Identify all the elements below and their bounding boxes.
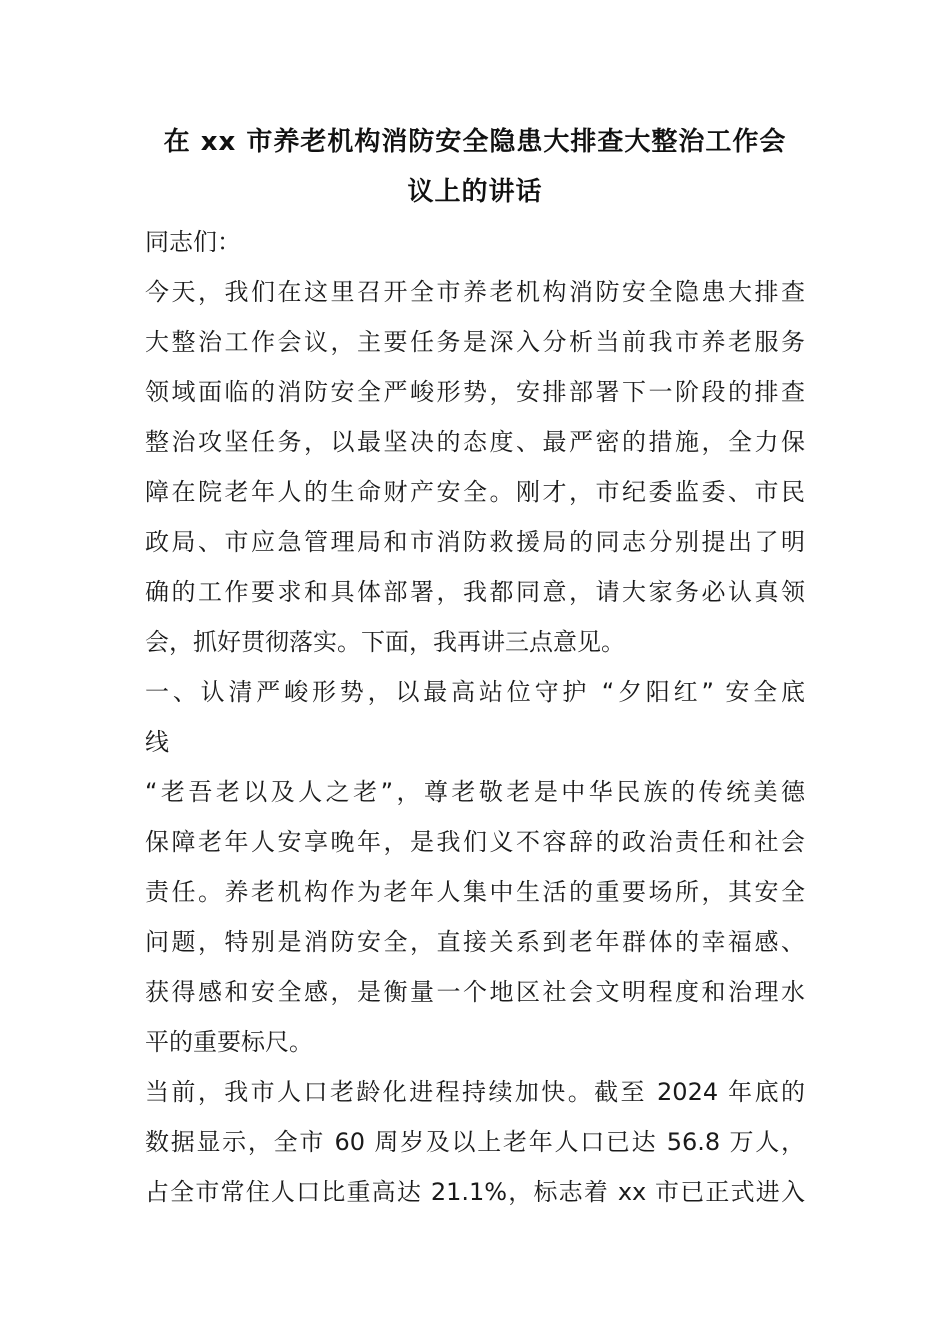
body-line: 确的工作要求和具体部署，我都同意，请大家务必认真领 [145,578,805,606]
body-line: 会，抓好贯彻落实。下面，我再讲三点意见。 [145,628,625,656]
body-line: 整治攻坚任务，以最坚决的态度、最严密的措施，全力保 [145,428,805,456]
body-line: 数据显示，全市 60 周岁及以上老年人口已达 56.8 万人， [145,1128,805,1156]
salutation: 同志们： [145,228,241,256]
body-line: 保障老年人安享晚年，是我们义不容辞的政治责任和社会 [145,828,805,856]
body-line: 大整治工作会议，主要任务是深入分析当前我市养老服务 [145,328,805,356]
body-line: 责任。养老机构作为老年人集中生活的重要场所，其安全 [145,878,805,906]
body-line: 获得感和安全感，是衡量一个地区社会文明程度和治理水 [145,978,805,1006]
document-title-line-2: 议上的讲话 [407,177,543,207]
body-line: 政局、市应急管理局和市消防救援局的同志分别提出了明 [145,528,805,556]
body-line: 当前，我市人口老龄化进程持续加快。截至 2024 年底的 [145,1078,805,1106]
body-line: 问题，特别是消防安全，直接关系到老年群体的幸福感、 [145,928,805,956]
document-title-line-1: 在 xx 市养老机构消防安全隐患大排查大整治工作会 [163,127,787,157]
body-line: 平的重要标尺。 [145,1028,313,1056]
body-line: “老吾老以及人之老”，尊老敬老是中华民族的传统美德 [145,778,805,806]
section-heading-1-continued: 线 [145,728,169,756]
body-line: 今天，我们在这里召开全市养老机构消防安全隐患大排查 [145,278,805,306]
body-line: 障在院老年人的生命财产安全。刚才，市纪委监委、市民 [145,478,805,506]
body-line: 占全市常住人口比重高达 21.1%，标志着 xx 市已正式进入 [145,1178,805,1206]
body-line: 领域面临的消防安全严峻形势，安排部署下一阶段的排查 [145,378,805,406]
section-heading-1: 一、认清严峻形势，以最高站位守护 “夕阳红” 安全底 [145,678,805,706]
